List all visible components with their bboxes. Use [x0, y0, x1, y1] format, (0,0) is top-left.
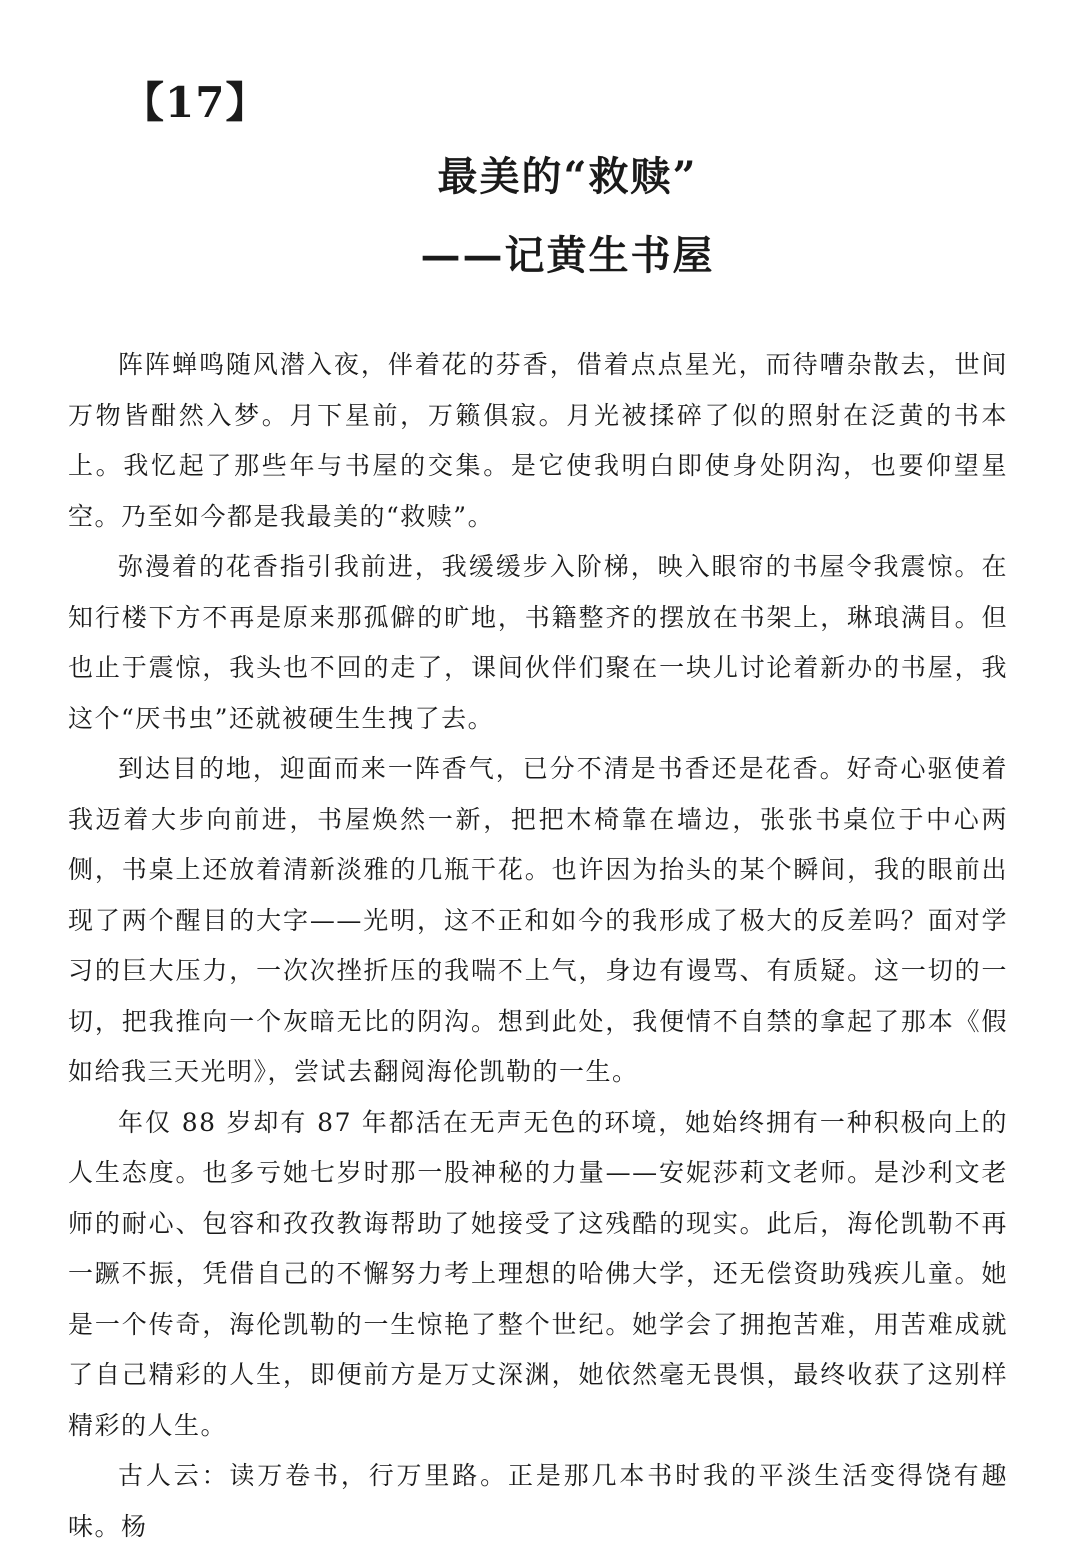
paragraph: 阵阵蝉鸣随风潜入夜，伴着花的芬香，借着点点星光，而待嘈杂散去，世间万物皆酣然入梦。月下星前，万籁俱寂。月光被揉碎了似的照射在泛黄的书本上。我忆起了那些年与书屋的交集。是它使我明白即使身处阴沟，也要仰望星空。乃至如今都是我最美的“救赎”。 — [68, 350, 1008, 531]
paragraph: 年仅 88 岁却有 87 年都活在无声无色的环境，她始终拥有一种积极向上的人生态度。也多亏她七岁时那一股神秘的力量——安妮莎莉文老师。是沙利文老师的耐心、包容和孜孜教诲帮助了她接受了这残酷的现实。此后，海伦凯勒不再一蹶不振，凭借自己的不懈努力考上理想的哈佛大学，还无偿资助残疾儿童。她是一个传奇，海伦凯勒的一生惊艳了整个世纪。她学会了拥抱苦难，用苦难成就了自己精彩的人生，即便前方是万丈深渊，她依然毫无畏惧，最终收获了这别样精彩的人生。 — [68, 1107, 1008, 1440]
paragraph: 弥漫着的花香指引我前进，我缓缓步入阶梯，映入眼帘的书屋令我震惊。在知行楼下方不再是原来那孤僻的旷地，书籍整齐的摆放在书架上，琳琅满目。但也止于震惊，我头也不回的走了，课间伙伴们聚在一块儿讨论着新办的书屋，我这个“厌书虫”还就被硬生生拽了去。 — [68, 552, 1008, 733]
paragraph: 到达目的地，迎面而来一阵香气，已分不清是书香还是花香。好奇心驱使着我迈着大步向前进，书屋焕然一新，把把木椅靠在墙边，张张书桌位于中心两侧，书桌上还放着清新淡雅的几瓶干花。也许因为抬头的某个瞬间，我的眼前出现了两个醒目的大字——光明，这不正和如今的我形成了极大的反差吗？面对学习的巨大压力，一次次挫折压的我喘不上气，身边有谩骂、有质疑。这一切的一切，把我推向一个灰暗无比的阴沟。想到此处，我便情不自禁的拿起了那本《假如给我三天光明》，尝试去翻阅海伦凯勒的一生。 — [68, 754, 1008, 1086]
paragraph: 古人云：读万卷书，行万里路。正是那几本书时我的平淡生活变得饶有趣味。杨 — [68, 1461, 1008, 1541]
section-number: 【17】 — [122, 78, 269, 127]
page-subtitle: ——记黄生书屋 — [420, 232, 715, 279]
article-body — [68, 340, 1008, 1552]
page-title: 最美的“救赎” — [437, 153, 698, 200]
